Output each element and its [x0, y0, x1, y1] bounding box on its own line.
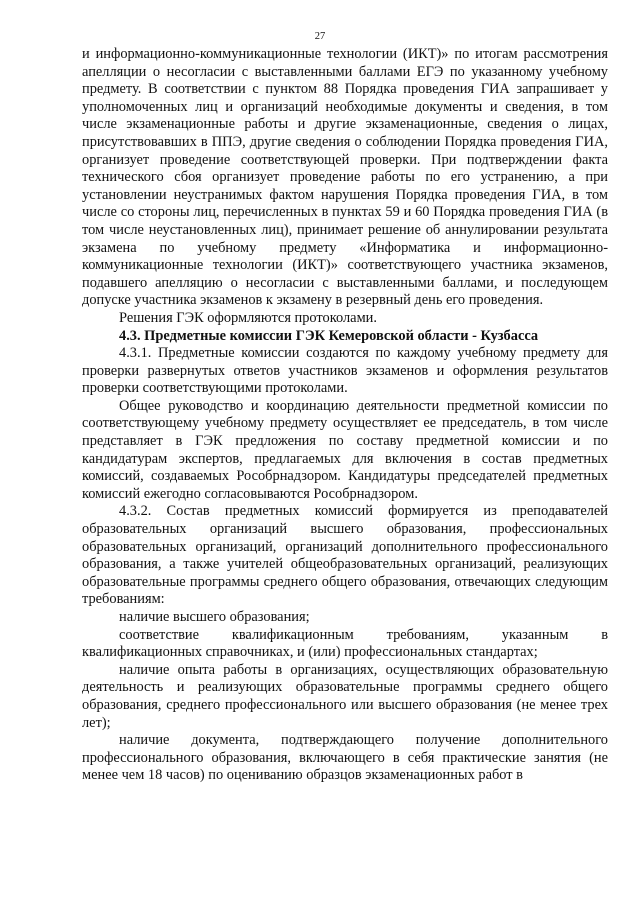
requirement-qualification: соответствие квалификационным требованиям, указанным в квалификационных справочниках, и (или) профессиональных стандартах; [82, 626, 608, 661]
requirement-additional-education: наличие документа, подтверждающего получение дополнительного профессионального образования, включающего в себя практические занятия (не менее чем 18 часов) по оцениванию образцов экзаменационных работ в [82, 732, 608, 784]
document-body [82, 46, 608, 785]
requirement-higher-education: наличие высшего образования; [119, 609, 310, 625]
paragraph-chair-duties: Общее руководство и координацию деятельности предметной комиссии по соответствующему учебному предмету осуществляет ее председатель, в том числе представляет в ГЭК предложения по составу предметной комиссии и по кандидатурам экспертов, предлагаемых для включения в состав предметных комиссий, создаваемых Рособрнадзором. Кандидатуры председателей предметных комиссий ежегодно согласовываются Рособрнадзором. [82, 397, 608, 502]
requirement-experience: наличие опыта работы в организациях, осуществляющих образовательную деятельность и реализующих образовательные программы среднего общего образования, среднего профессионального или высшего образования (не менее трех лет); [82, 661, 608, 731]
section-heading-4-3: 4.3. Предметные комиссии ГЭК Кемеровской области - Кузбасса [119, 327, 539, 344]
page-number: 27 [314, 31, 326, 42]
paragraph-4-3-1: 4.3.1. Предметные комиссии создаются по каждому учебному предмету для проверки развернутых ответов участников экзаменов и оформления результатов проверки соответствующими протоколами. [82, 345, 608, 397]
paragraph-appeal-continuation: и информационно-коммуникационные технологии (ИКТ)» по итогам рассмотрения апелляции о несогласии с выставленными баллами ЕГЭ по указанному учебному предмету. В соответствии с пунктом 88 Порядка проведения ГИА запрашивает у уполномоченных лиц и организаций необходимые документы и сведения, в том числе экзаменационные работы и другие экзаменационные, сведения о лицах, присутствовавших в ППЭ, другие сведения о соблюдении Порядка проведения ГИА, организует проведение соответствующей проверки. При подтверждении факта технического сбоя организует проведение работы по его устранению, а при установлении неустранимых фактом нарушения Порядка проведения ГИА, в том числе со стороны лиц, перечисленных в пунктах 59 и 60 Порядка проведения ГИА (в том числе неустановленных лиц), принимает решение об аннулировании результата экзамена по учебному предмету «Информатика и информационно-коммуникационные технологии (ИКТ)» соответствующего участника экзаменов, подавшего апелляцию о несогласии с выставленными баллами, и последующем допуске участника экзаменов к экзамену в резервный день его проведения. [82, 46, 608, 309]
paragraph-4-3-2: 4.3.2. Состав предметных комиссий формируется из преподавателей образовательных организаций высшего образования, профессиональных образовательных организаций, организаций дополнительного профессионального образования, а также учителей общеобразовательных организаций, реализующих образовательные программы среднего общего образования, отвечающих следующим требованиям: [82, 503, 608, 608]
paragraph-gek-decisions: Решения ГЭК оформляются протоколами. [119, 309, 377, 326]
